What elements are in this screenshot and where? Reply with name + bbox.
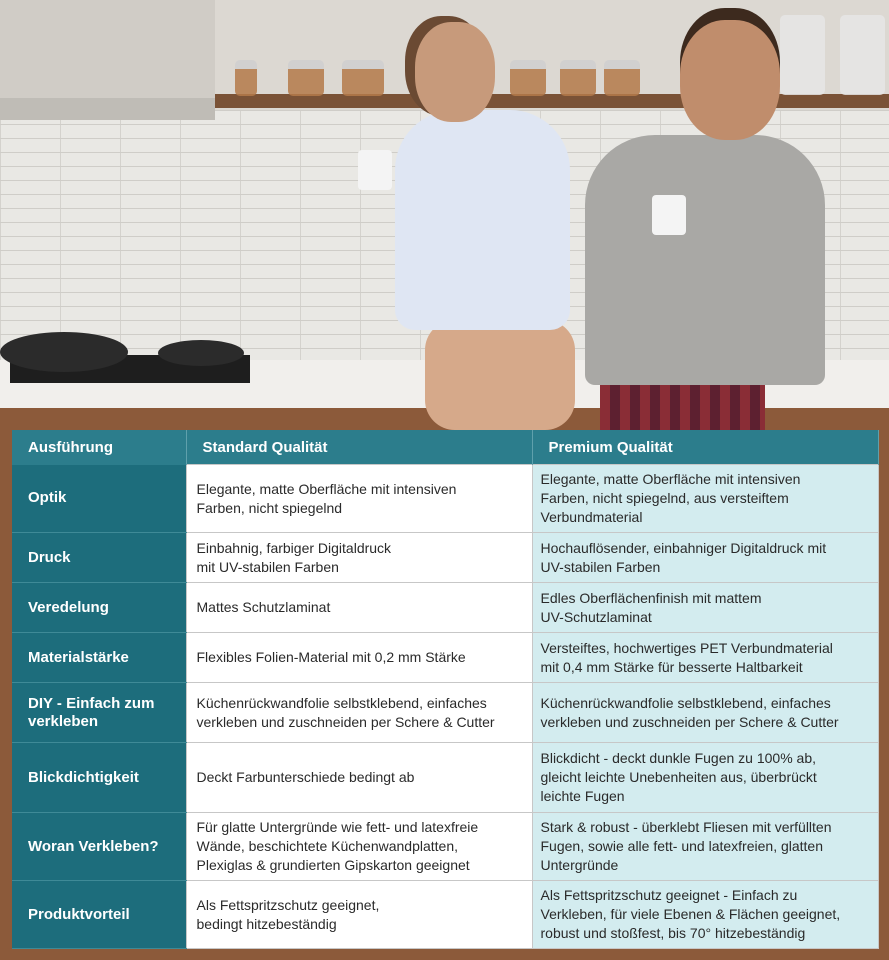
standard-cell-line: verkleben und zuschneiden per Schere & Cutter: [196, 713, 495, 730]
premium-cell-line: robust und stoßfest, bis 70° hitzebeständig: [540, 925, 806, 941]
premium-cell-line: Stark & robust - überklebt Fliesen mit verfüllten: [540, 819, 832, 835]
premium-cell: [532, 465, 878, 533]
standard-cell: [186, 881, 532, 949]
standard-cell-line: Deckt Farbunterschiede bedingt ab: [196, 769, 415, 785]
standard-cell-line: Plexiglas & grundierten Gipskarton geeignet: [196, 857, 470, 873]
premium-cell-line: Farben, nicht spiegelnd, aus versteiftem: [540, 490, 789, 506]
woman-head: [415, 22, 495, 122]
spice-jar: [235, 60, 257, 96]
premium-cell: [532, 583, 878, 633]
row-label: Woran Verkleben?: [12, 813, 186, 881]
premium-cell-line: Hochauflösender, einbahniger Digitaldruck mit: [540, 539, 827, 556]
storage-jar: [510, 60, 546, 96]
table-row: [12, 583, 878, 633]
table-row: [12, 683, 878, 743]
premium-cell-line: UV-Schutzlaminat: [540, 608, 652, 625]
standard-cell-line: bedingt hitzebeständig: [196, 915, 337, 932]
premium-cell-line: Verkleben, für viele Ebenen & Flächen geeignet,: [540, 906, 841, 922]
standard-cell: [186, 813, 532, 881]
standard-cell-line: Einbahnig, farbiger Digitaldruck: [196, 539, 392, 556]
standard-cell-line: Mattes Schutzlaminat: [196, 599, 331, 615]
standard-cell: [186, 633, 532, 683]
man-figure: [585, 135, 825, 385]
standard-cell: [186, 743, 532, 813]
standard-cell: [186, 533, 532, 583]
premium-cell-line: gleicht leichte Unebenheiten aus, überbrückt: [540, 769, 817, 785]
standard-cell: [186, 683, 532, 743]
row-label: Blickdichtigkeit: [12, 743, 186, 813]
premium-cell: [532, 813, 878, 881]
premium-cell-line: Küchenrückwandfolie selbstklebend, einfaches: [540, 694, 831, 711]
standard-cell-line: Elegante, matte Oberfläche mit intensiven: [196, 480, 457, 497]
storage-jar: [288, 60, 324, 96]
standard-cell-line: Farben, nicht spiegelnd: [196, 499, 343, 516]
coffee-mug: [358, 150, 392, 190]
premium-cell-line: UV-stabilen Farben: [540, 558, 661, 575]
premium-cell: [532, 633, 878, 683]
header-ausfuehrung: Ausführung: [12, 430, 186, 465]
glass-jar: [780, 15, 825, 95]
premium-cell: [532, 683, 878, 743]
frying-pan: [0, 332, 128, 372]
premium-cell: [532, 881, 878, 949]
standard-cell: [186, 583, 532, 633]
table-header-row: [12, 430, 878, 465]
standard-cell-line: mit UV-stabilen Farben: [196, 558, 339, 575]
row-label: Veredelung: [12, 583, 186, 633]
woman-legs: [425, 320, 575, 430]
premium-cell-line: mit 0,4 mm Stärke für besserte Haltbarkeit: [540, 658, 803, 675]
storage-jar: [560, 60, 596, 96]
header-premium-quality: Premium Qualität: [532, 430, 878, 465]
table-row: [12, 465, 878, 533]
premium-cell: [532, 533, 878, 583]
wall-shelf: [215, 94, 889, 108]
row-label: Optik: [12, 465, 186, 533]
comparison-table: [12, 430, 878, 949]
row-label: DIY - Einfach zum verkleben: [12, 683, 186, 743]
coffee-mug: [652, 195, 686, 235]
range-hood-base: [0, 98, 215, 120]
header-standard-quality: Standard Qualität: [186, 430, 532, 465]
premium-cell-line: Versteiftes, hochwertiges PET Verbundmaterial: [540, 639, 833, 656]
premium-cell-line: Blickdicht - deckt dunkle Fugen zu 100% ab,: [540, 750, 816, 766]
table-row: [12, 743, 878, 813]
premium-cell-line: leichte Fugen: [540, 788, 625, 804]
row-label: Druck: [12, 533, 186, 583]
premium-cell-line: verkleben und zuschneiden per Schere & Cutter: [540, 713, 839, 730]
man-head: [680, 20, 780, 140]
standard-cell-line: Als Fettspritzschutz geeignet,: [196, 896, 380, 913]
table-row: [12, 881, 878, 949]
woman-figure: [395, 110, 570, 330]
standard-cell-line: Flexibles Folien-Material mit 0,2 mm Stärke: [196, 649, 466, 665]
row-label: Produktvorteil: [12, 881, 186, 949]
premium-cell-line: Elegante, matte Oberfläche mit intensiven: [540, 471, 801, 487]
premium-cell-line: Verbundmaterial: [540, 509, 643, 525]
standard-cell-line: Wände, beschichtete Küchenwandplatten,: [196, 838, 459, 854]
row-label: Materialstärke: [12, 633, 186, 683]
table-row: [12, 533, 878, 583]
storage-jar: [604, 60, 640, 96]
frying-pan: [158, 340, 244, 366]
premium-cell-line: Als Fettspritzschutz geeignet - Einfach zu: [540, 887, 798, 903]
standard-cell-line: Küchenrückwandfolie selbstklebend, einfaches: [196, 694, 487, 711]
premium-cell-line: Edles Oberflächenfinish mit mattem: [540, 589, 762, 606]
premium-cell: [532, 743, 878, 813]
glass-jar: [840, 15, 885, 95]
premium-cell-line: Fugen, sowie alle fett- und latexfreien, glatten: [540, 838, 824, 854]
standard-cell-line: Für glatte Untergründe wie fett- und latexfreie: [196, 819, 479, 835]
storage-jar: [342, 60, 384, 96]
table-row: [12, 813, 878, 881]
quality-comparison-table: [12, 430, 879, 949]
standard-cell: [186, 465, 532, 533]
table-row: [12, 633, 878, 683]
premium-cell-line: Untergründe: [540, 857, 619, 873]
